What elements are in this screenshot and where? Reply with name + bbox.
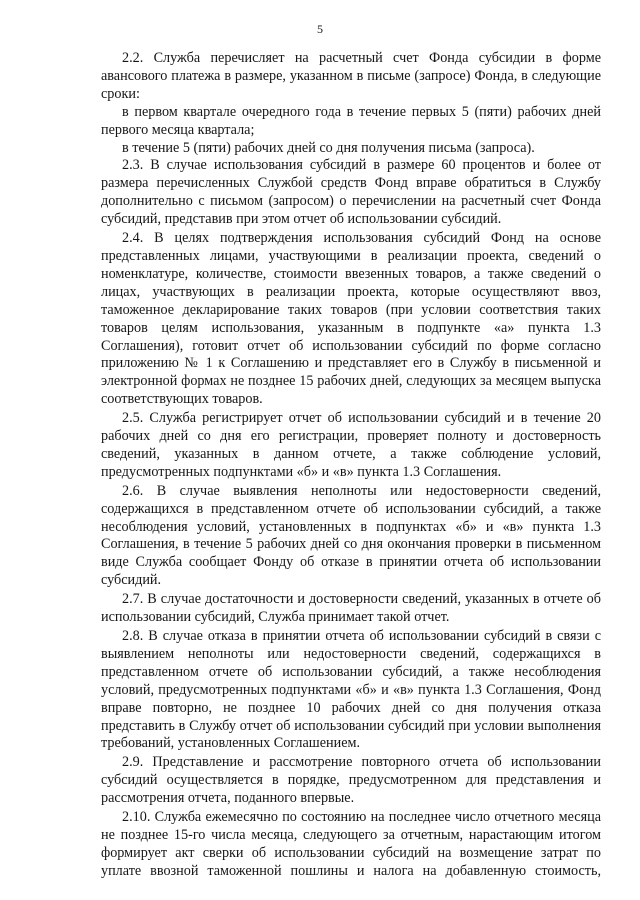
- paragraph-2-7: 2.7. В случае достаточности и достоверности сведений, указанных в отчете об использовании субсидий, Служба принимает такой отчет.: [101, 591, 601, 626]
- paragraph-2-6: 2.6. В случае выявления неполноты или недостоверности сведений, содержащихся в представленном отчете об использовании субсидий, а также несоблюдения условий, установленных в подпунктах «б» и «в» пункта 1.3 Соглашения, в течение 5 рабочих дней со дня окончания проверки в письменном виде Служба сообщает Фонду об отказе в принятии отчета об использовании субсидий.: [101, 482, 601, 589]
- paragraph-2-10: 2.10. Служба ежемесячно по состоянию на последнее число отчетного месяца не позднее 15-го числа месяца, следующего за отчетным, нарастающим итогом формирует акт сверки об использовании субсидий на возмещение затрат по уплате ввозной таможенной пошлины и налога на добавленную стоимость,: [101, 809, 601, 879]
- paragraph-2-3: 2.3. В случае использования субсидий в размере 60 процентов и более от размера перечисленных Службой средств Фонд вправе обратиться в Службу дополнительно с письмом (запросом) о перечислении на расчетный счет Фонда субсидий, представив при этом отчет об использовании субсидий.: [101, 157, 601, 228]
- paragraph-2-8: 2.8. В случае отказа в принятии отчета об использовании субсидий в связи с выявлением неполноты или недостоверности сведений, содержащихся в представленном отчете об использовании субсидий, а также несоблюдения условий, предусмотренных подпунктами «б» и «в» пункта 1.3 Соглашения, Фонд вправе повторно, не позднее 10 рабочих дней со дня получения отказа представить в Службу отчет об использовании субсидий при условии выполнения требований, установленных Соглашением.: [101, 628, 601, 752]
- paragraph-2-2-term-2: в течение 5 (пяти) рабочих дней со дня получения письма (запроса).: [122, 139, 535, 156]
- paragraph-2-5: 2.5. Служба регистрирует отчет об использовании субсидий и в течение 20 рабочих дней со дня его регистрации, проверяет полноту и достоверность сведений, указанных в данном отчете, а также соблюдение условий, предусмотренных подпунктами «б» и «в» пункта 1.3 Соглашения.: [101, 410, 601, 480]
- paragraph-2-9: 2.9. Представление и рассмотрение повторного отчета об использовании субсидий осуществляется в порядке, предусмотренном для представления и рассмотрения отчета, поданного впервые.: [101, 754, 601, 807]
- paragraph-2-2-term-1: в первом квартале очередного года в течение первых 5 (пяти) рабочих дней первого месяца квартала;: [101, 103, 601, 138]
- page-number: 5: [317, 22, 323, 36]
- document-body: [101, 50, 601, 881]
- paragraph-2-2: 2.2. Служба перечисляет на расчетный счет Фонда субсидии в форме авансового платежа в размере, указанном в письме (запросе) Фонда, в следующие сроки:: [101, 50, 601, 102]
- paragraph-2-4: 2.4. В целях подтверждения использования субсидий Фонд на основе представленных лицами, участвующими в реализации проекта, сведений о номенклатуре, количестве, стоимости ввезенных товаров, а также сведений о лицах, участвующих в реализации проекта, которые осуществляют ввоз, таможенное декларирование таких товаров (при условии соответствия таких товаров целям использования, указанным в подпункте «а» пункта 1.3 Соглашения), готовит отчет об использовании субсидий по форме согласно приложению № 1 к Соглашению и представляет его в Службу в письменной и электронной формах не позднее 15 рабочих дней, следующих за месяцем выпуска соответствующих товаров.: [101, 230, 601, 408]
